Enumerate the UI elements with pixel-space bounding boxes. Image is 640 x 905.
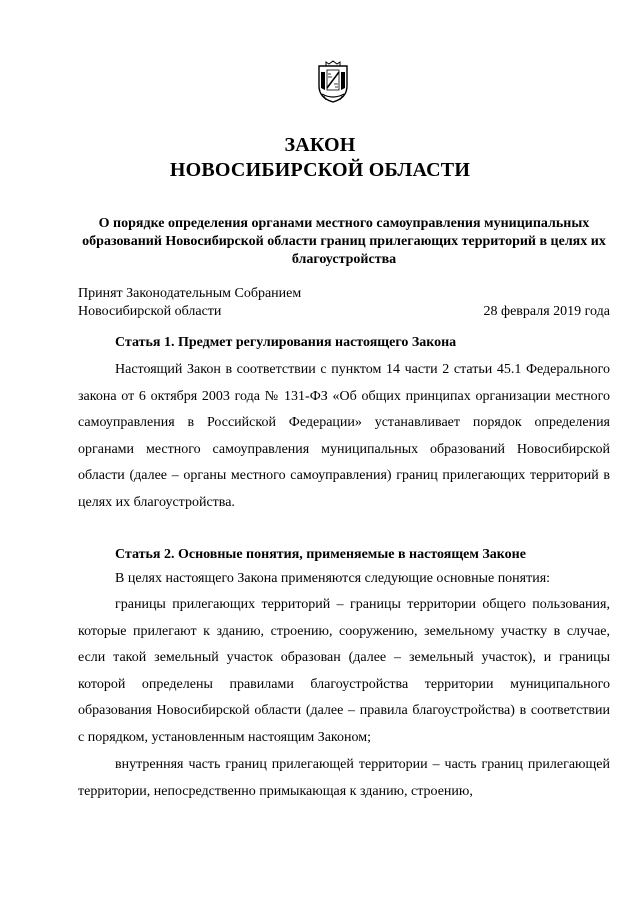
article-2-intro: В целях настоящего Закона применяются следующие основные понятия: — [115, 571, 551, 586]
adopted-by-line — [78, 285, 610, 303]
article-2-definition-1: границы прилегающих территорий – границы территории общего пользования, которые прилегают к зданию, строению, сооружению, земельному участку в случае, если такой земельный участок образован (далее – земельный участок), и границы которой определены правилами благоустройства территории муниципального образования Новосибирской области (далее – правила благоустройства) в соответствии с порядком, установленным настоящим Законом; — [78, 597, 610, 745]
law-region-title: НОВОСИБИРСКОЙ ОБЛАСТИ — [169, 159, 471, 181]
adopted-by-text: Принят Законодательным Собранием — [78, 286, 302, 301]
coat-of-arms-icon — [315, 60, 351, 104]
law-subject: О порядке определения органами местного самоуправления муниципальных образований Новосибирской области границ прилегающих территорий в целях их благоустройства — [82, 216, 606, 267]
article-2-definition-2: внутренняя часть границ прилегающей территории – часть границ прилегающей территории, непосредственно примыкающая к зданию, строению, — [78, 757, 610, 799]
article-1-heading: Статья 1. Предмет регулирования настоящего Закона — [115, 335, 457, 350]
adopted-region-line — [78, 303, 610, 321]
law-title: ЗАКОН — [284, 134, 356, 156]
adopted-region-text: Новосибирской области — [78, 304, 222, 319]
article-1-paragraph: Настоящий Закон в соответствии с пунктом 14 части 2 статьи 45.1 Федерального закона от 6 октября 2003 года № 131-ФЗ «Об общих принципах организации местного самоуправления в Российской Федерации» устанавливает порядок определения органами местного самоуправления муниципальных образований Новосибирской области (далее – органы местного самоуправления) границ прилегающих территорий в целях их благоустройства. — [78, 362, 610, 510]
article-2-heading: Статья 2. Основные понятия, применяемые в настоящем Законе — [115, 547, 526, 562]
adoption-date: 28 февраля 2019 года — [483, 304, 610, 319]
